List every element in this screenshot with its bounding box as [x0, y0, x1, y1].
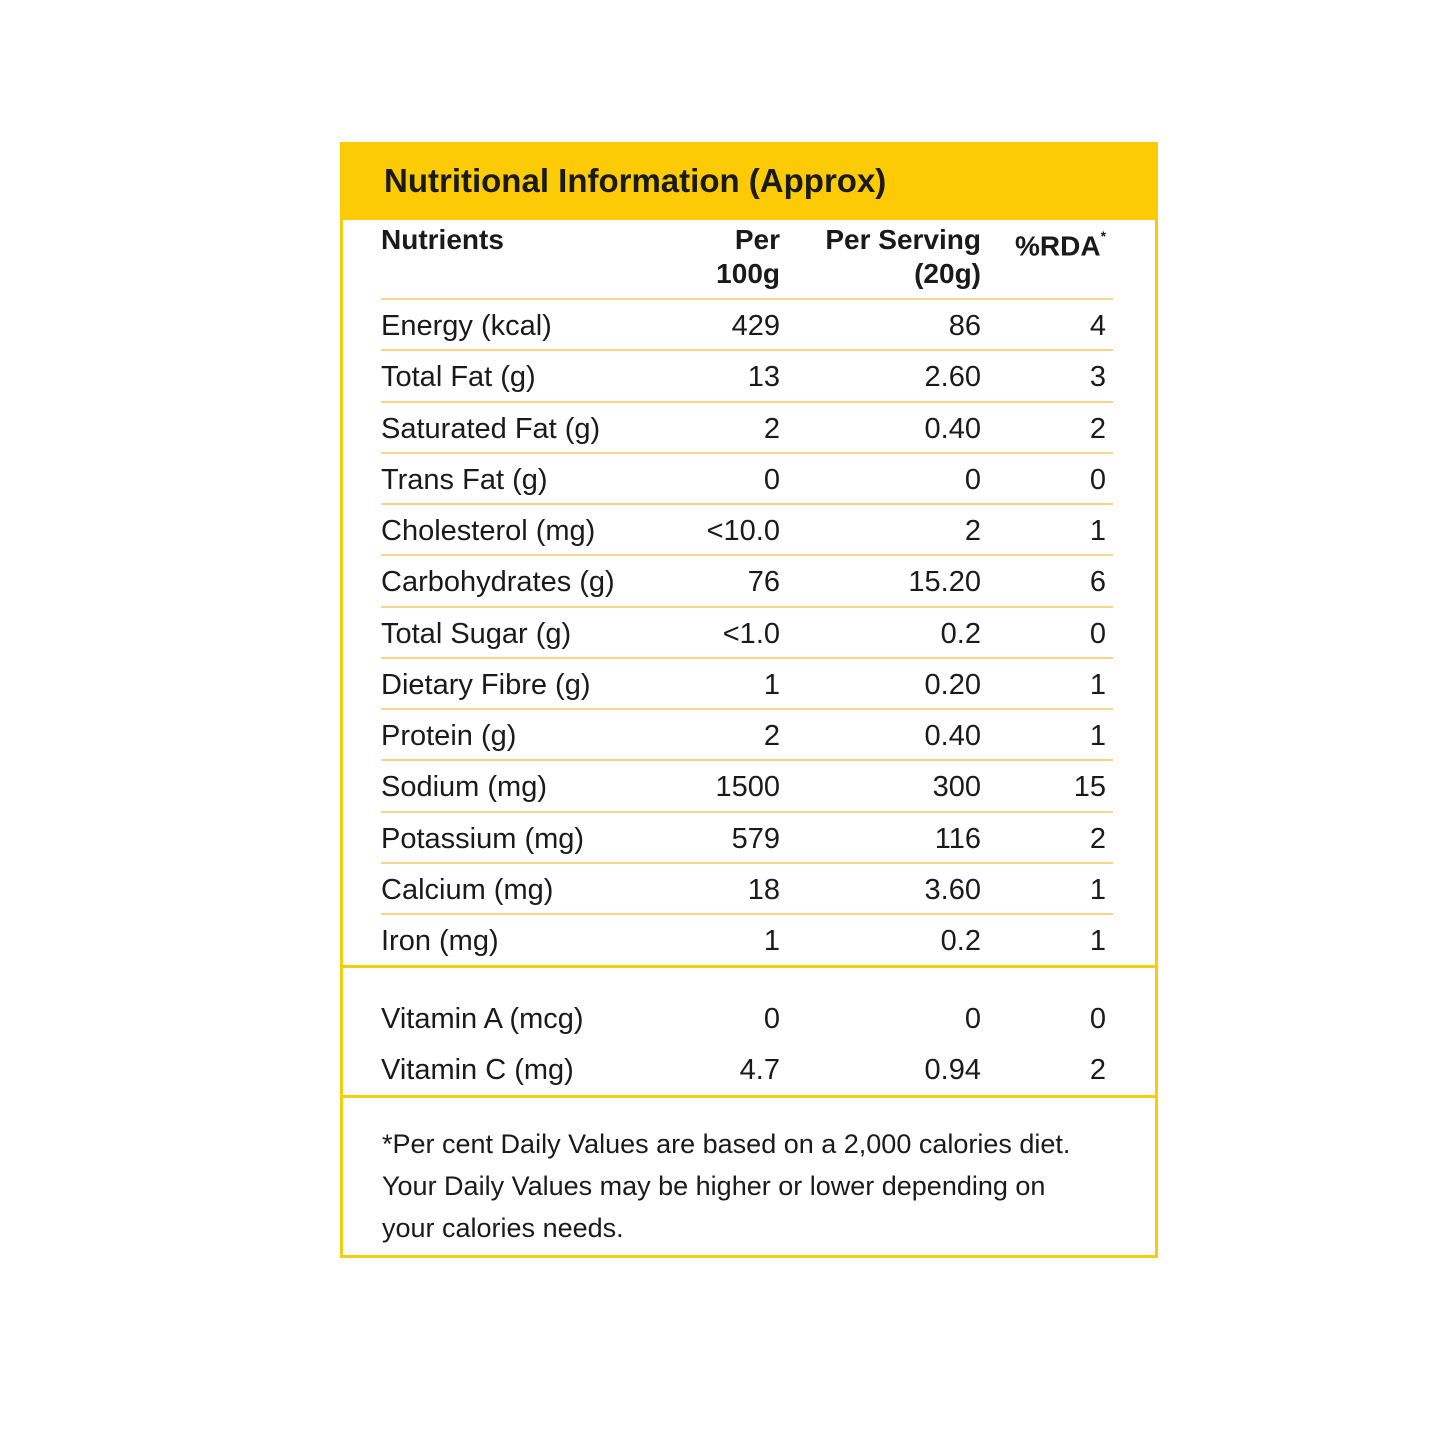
- table-row: [381, 609, 1113, 659]
- rda-value: 1: [1089, 873, 1106, 906]
- row-divider: [381, 606, 1113, 608]
- nutrient-name: Vitamin C (mg): [381, 1054, 574, 1086]
- column-header-per-100g-line2: 100g: [716, 258, 780, 289]
- panel-header: [340, 142, 1158, 220]
- per-100g-value: 4.7: [739, 1054, 780, 1086]
- nutrition-panel: [340, 142, 1158, 1258]
- table-row: [381, 352, 1113, 402]
- rda-value: 4: [1089, 310, 1106, 342]
- per-serving-value: 0.2: [940, 617, 981, 650]
- row-divider: [381, 862, 1113, 864]
- per-serving-value: 0.2: [940, 925, 981, 957]
- nutrient-name: Total Fat (g): [381, 361, 536, 394]
- rda-asterisk: *: [1100, 228, 1107, 244]
- per-serving-value: 0.20: [924, 668, 981, 701]
- column-header-rda: [1015, 223, 1106, 263]
- per-serving-value: 300: [932, 771, 981, 804]
- table-row: [381, 455, 1113, 505]
- per-serving-value: 0: [964, 463, 981, 496]
- row-divider: [381, 401, 1113, 403]
- column-header-per-serving-line2: (20g): [914, 258, 981, 289]
- nutrient-name: Dietary Fibre (g): [381, 668, 591, 701]
- nutrient-name: Calcium (mg): [381, 873, 554, 906]
- rda-value: 0: [1089, 617, 1106, 650]
- per-serving-value: 2.60: [924, 361, 981, 394]
- table-row: [381, 404, 1113, 454]
- nutrient-name: Saturated Fat (g): [381, 412, 601, 445]
- table-row: [381, 762, 1113, 812]
- table-row: [381, 506, 1113, 556]
- table-row: [381, 865, 1113, 915]
- row-divider: [381, 554, 1113, 556]
- table-row: [381, 814, 1113, 864]
- rda-value: 1: [1089, 925, 1106, 957]
- rda-value: 3: [1089, 361, 1106, 394]
- per-100g-value: 13: [747, 361, 780, 394]
- section-divider-vitamins: [343, 965, 1155, 968]
- rda-value: 1: [1089, 720, 1106, 752]
- nutrient-name: Iron (mg): [381, 925, 499, 957]
- nutrient-name: Energy (kcal): [381, 310, 552, 342]
- per-100g-value: 429: [731, 310, 780, 342]
- table-row: [381, 660, 1113, 710]
- per-serving-value: 3.60: [924, 873, 981, 906]
- footnote-line-1: *Per cent Daily Values are based on a 2,000 calories diet.: [382, 1129, 1071, 1159]
- table-row: [381, 1045, 1113, 1095]
- row-divider: [381, 811, 1113, 813]
- per-100g-value: 1500: [715, 771, 780, 804]
- per-100g-value: 2: [763, 720, 780, 752]
- per-100g-value: <1.0: [722, 617, 780, 650]
- panel-title: Nutritional Information (Approx): [384, 162, 887, 199]
- row-divider: [381, 349, 1113, 351]
- per-serving-value: 2: [964, 515, 981, 547]
- rda-value: 2: [1089, 822, 1106, 855]
- row-divider: [381, 759, 1113, 761]
- per-serving-value: 0: [964, 1003, 981, 1035]
- per-100g-value: 0: [763, 463, 780, 496]
- table-row: [381, 557, 1113, 607]
- per-serving-value: 0.94: [924, 1054, 981, 1086]
- nutrient-name: Cholesterol (mg): [381, 515, 596, 547]
- table-row: [381, 711, 1113, 761]
- column-header-per-100g-line1: Per: [734, 224, 780, 255]
- footnote: [382, 1123, 1142, 1249]
- nutrient-name: Carbohydrates (g): [381, 566, 615, 599]
- nutrient-name: Trans Fat (g): [381, 463, 548, 496]
- rda-value: 2: [1089, 1054, 1106, 1086]
- per-serving-value: 0.40: [924, 412, 981, 445]
- row-divider: [381, 657, 1113, 659]
- rda-value: 2: [1089, 412, 1106, 445]
- per-serving-value: 86: [948, 310, 981, 342]
- table-row: [381, 301, 1113, 351]
- per-100g-value: 0: [763, 1003, 780, 1035]
- per-100g-value: 2: [763, 412, 780, 445]
- row-divider: [381, 503, 1113, 505]
- nutrient-name: Potassium (mg): [381, 822, 585, 855]
- rda-value: 0: [1089, 1003, 1106, 1035]
- per-100g-value: 1: [763, 668, 780, 701]
- row-divider: [381, 708, 1113, 710]
- footnote-line-2: Your Daily Values may be higher or lower depending on: [382, 1171, 1046, 1201]
- per-serving-value: 116: [934, 822, 981, 855]
- rda-value: 1: [1089, 668, 1106, 701]
- per-100g-value: 1: [763, 925, 780, 957]
- row-divider: [381, 298, 1113, 300]
- per-100g-value: 76: [747, 566, 780, 599]
- nutrient-name: Sodium (mg): [381, 771, 547, 804]
- section-divider-footnote: [343, 1095, 1155, 1098]
- column-header-per-serving: [801, 223, 981, 291]
- column-header-per-serving-line1: Per Serving: [825, 224, 981, 255]
- table-row: [381, 916, 1113, 966]
- footnote-line-3: your calories needs.: [382, 1213, 624, 1243]
- rda-value: 6: [1089, 566, 1106, 599]
- per-100g-value: 579: [731, 822, 780, 855]
- nutrient-name: Vitamin A (mcg): [381, 1003, 584, 1035]
- rda-value: 0: [1089, 463, 1106, 496]
- per-serving-value: 0.40: [924, 720, 981, 752]
- rda-value: 1: [1089, 515, 1106, 547]
- per-100g-value: <10.0: [706, 515, 780, 547]
- row-divider: [381, 452, 1113, 454]
- per-serving-value: 15.20: [908, 566, 981, 599]
- nutrient-name: Protein (g): [381, 720, 517, 752]
- table-row: [381, 994, 1113, 1044]
- column-header-per-100g: [680, 223, 780, 291]
- column-header-nutrients: Nutrients: [381, 224, 504, 255]
- per-100g-value: 18: [747, 873, 780, 906]
- nutrient-name: Total Sugar (g): [381, 617, 572, 650]
- column-header-rda-label: %RDA: [1015, 230, 1101, 262]
- row-divider: [381, 913, 1113, 915]
- rda-value: 15: [1073, 771, 1106, 804]
